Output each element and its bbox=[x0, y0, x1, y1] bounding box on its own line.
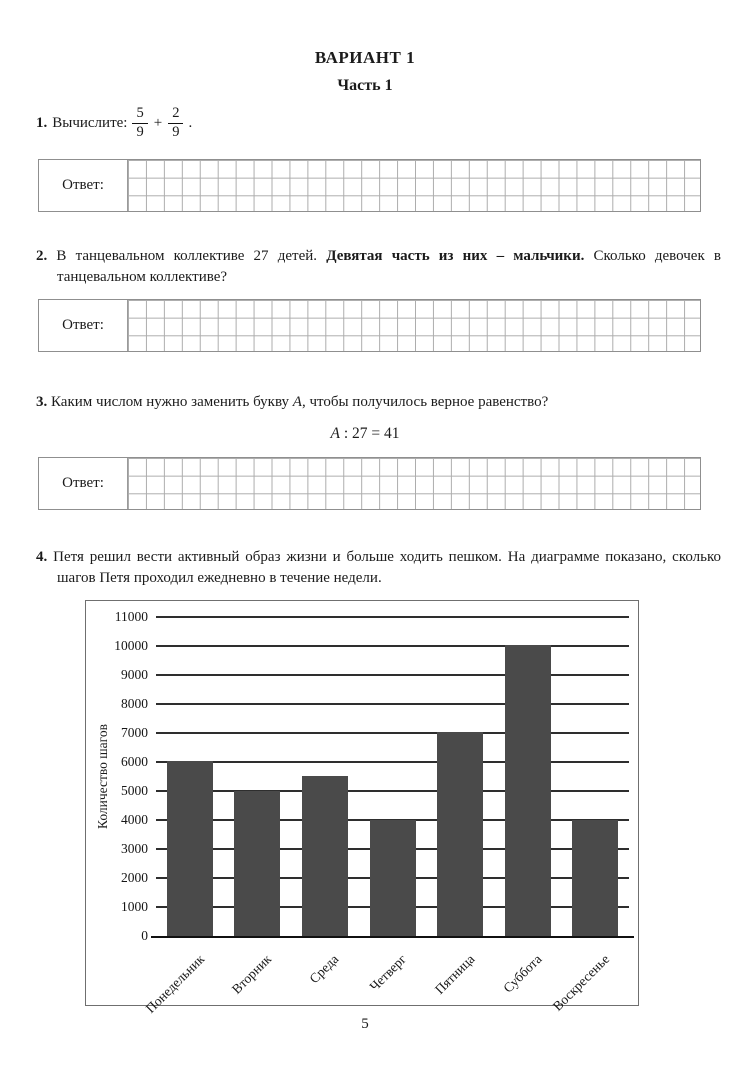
question-1-prompt: Вычислите: bbox=[52, 114, 128, 131]
chart-bar-5 bbox=[437, 732, 483, 936]
question-2-text-bold: Девятая часть из них – мальчики. bbox=[326, 248, 585, 264]
answer-label: Ответ: bbox=[39, 300, 128, 351]
chart-gridline-5000 bbox=[156, 790, 629, 792]
fraction-2 bbox=[168, 106, 183, 141]
chart-bar-1 bbox=[167, 761, 213, 936]
y-tick-label-10000: 10000 bbox=[114, 638, 148, 653]
question-3-variable: А bbox=[292, 394, 302, 410]
question-2-number: 2. bbox=[36, 248, 48, 264]
chart-gridline-11000 bbox=[156, 616, 629, 618]
chart-bar-4 bbox=[370, 820, 416, 936]
equation bbox=[0, 425, 730, 443]
answer-label: Ответ: bbox=[39, 160, 128, 211]
y-tick-label-6000: 6000 bbox=[121, 754, 148, 769]
fraction-1 bbox=[132, 106, 147, 141]
chart-gridline-8000 bbox=[156, 703, 629, 705]
question-4 bbox=[36, 547, 721, 589]
answer-grid bbox=[128, 458, 700, 509]
chart-gridline-7000 bbox=[156, 732, 629, 734]
plus-operator: + bbox=[153, 114, 163, 131]
y-tick-label-0: 0 bbox=[141, 928, 148, 943]
steps-bar-chart bbox=[85, 600, 639, 1016]
answer-box-2 bbox=[38, 299, 701, 352]
x-tick-label-3: Среда bbox=[306, 951, 342, 987]
fraction-1-denominator: 9 bbox=[136, 123, 144, 140]
x-tick-label-6: Суббота bbox=[500, 951, 545, 996]
plot-area bbox=[156, 616, 629, 937]
question-3 bbox=[36, 392, 721, 413]
x-tick-label-7: Воскресенье bbox=[549, 951, 613, 1014]
question-1-number: 1. bbox=[36, 114, 48, 131]
chart-bar-3 bbox=[302, 776, 348, 936]
variant-title: ВАРИАНТ 1 bbox=[314, 48, 416, 67]
question-2-text-end: Сколько девочек в танцевальном коллективе? bbox=[57, 248, 721, 285]
y-tick-label-4000: 4000 bbox=[121, 812, 148, 827]
y-tick-label-11000: 11000 bbox=[114, 609, 148, 624]
y-tick-label-5000: 5000 bbox=[121, 783, 148, 798]
fraction-2-numerator: 2 bbox=[168, 106, 183, 124]
y-tick-label-7000: 7000 bbox=[121, 725, 148, 740]
answer-box-3 bbox=[38, 457, 701, 510]
question-3-text-start: Каким числом нужно заменить букву bbox=[51, 394, 293, 410]
question-3-number: 3. bbox=[36, 394, 48, 410]
chart-bar-6 bbox=[505, 645, 551, 936]
y-tick-label-2000: 2000 bbox=[121, 870, 148, 885]
chart-gridline-10000 bbox=[156, 645, 629, 647]
x-tick-label-1: Понедельник bbox=[142, 951, 207, 1016]
chart-gridline-6000 bbox=[156, 761, 629, 763]
x-axis-labels bbox=[142, 937, 629, 1016]
question-3-text-end: , чтобы получилось верное равенство? bbox=[301, 394, 549, 410]
answer-grid bbox=[128, 300, 700, 351]
x-tick-label-5: Пятница bbox=[431, 951, 478, 997]
chart-gridline-9000 bbox=[156, 674, 629, 676]
question-2-text-start: В танцевальном коллективе 27 детей. bbox=[56, 248, 327, 264]
page-number: 5 bbox=[361, 1016, 369, 1032]
equation-rest: : 27 = 41 bbox=[339, 425, 400, 442]
y-tick-label-3000: 3000 bbox=[121, 841, 148, 856]
y-tick-label-1000: 1000 bbox=[121, 899, 148, 914]
y-tick-label-9000: 9000 bbox=[121, 667, 148, 682]
question-4-number: 4. bbox=[36, 549, 48, 565]
question-4-text: Петя решил вести активный образ жизни и больше ходить пешком. На диаграмме показано, сколько шагов Петя проходил ежедневно в течение недели. bbox=[53, 549, 721, 586]
y-tick-label-8000: 8000 bbox=[121, 696, 148, 711]
equation-variable: А bbox=[330, 425, 340, 442]
fraction-1-numerator: 5 bbox=[132, 106, 147, 124]
question-1 bbox=[36, 106, 700, 141]
fraction-2-denominator: 9 bbox=[172, 123, 180, 140]
y-axis-title: Количество шагов bbox=[95, 724, 110, 829]
answer-box-1 bbox=[38, 159, 701, 212]
x-tick-label-2: Вторник bbox=[228, 951, 275, 997]
answer-label: Ответ: bbox=[39, 458, 128, 509]
question-1-suffix: . bbox=[188, 114, 193, 131]
part-title: Часть 1 bbox=[337, 77, 393, 94]
x-tick-label-4: Четверг bbox=[366, 951, 410, 994]
question-2 bbox=[36, 246, 721, 288]
answer-grid bbox=[128, 160, 700, 211]
chart-bar-2 bbox=[234, 791, 280, 936]
chart-bar-7 bbox=[572, 820, 618, 936]
